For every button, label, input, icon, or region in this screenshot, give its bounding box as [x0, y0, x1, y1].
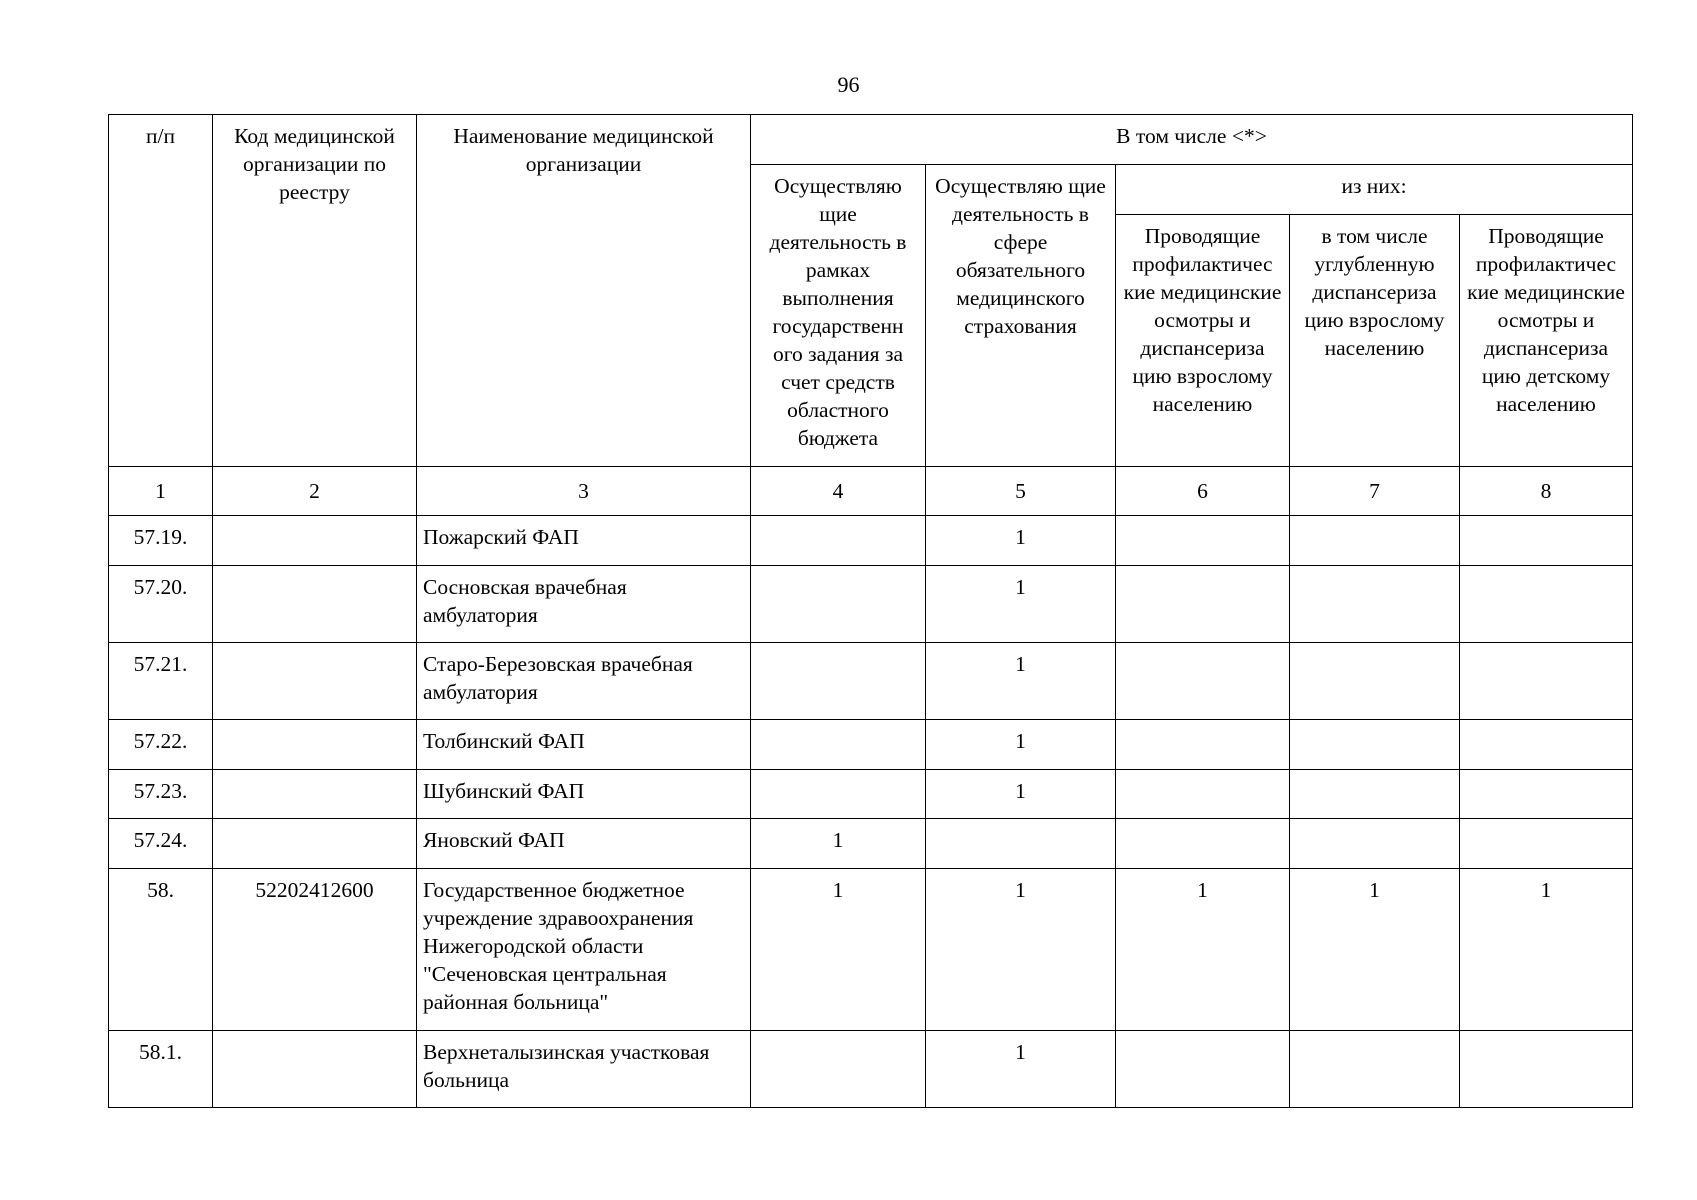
cell-col4: 1	[751, 819, 926, 869]
table-body	[109, 516, 1633, 1108]
cell-col6	[1116, 770, 1290, 819]
cell-col6: 1	[1116, 869, 1290, 1031]
cell-col4	[751, 1031, 926, 1108]
cell-col5	[926, 819, 1116, 869]
cell-col7	[1290, 1031, 1460, 1108]
table-row	[109, 770, 1633, 819]
column-number: 3	[417, 467, 751, 516]
cell-code	[213, 770, 417, 819]
cell-col7: 1	[1290, 869, 1460, 1031]
cell-code	[213, 720, 417, 770]
cell-col7	[1290, 720, 1460, 770]
table-row	[109, 869, 1633, 1031]
header-of-them: из них:	[1116, 165, 1633, 215]
cell-col7	[1290, 770, 1460, 819]
header-col6: Проводящие профилактичес кие медицинские осмотры и диспансериза цию взрослому населению	[1116, 215, 1290, 467]
medical-organizations-table	[108, 114, 1633, 1108]
page-number: 96	[837, 72, 860, 97]
cell-name: Толбинский ФАП	[417, 720, 751, 770]
table-row	[109, 516, 1633, 566]
header-col7: в том числе углубленную диспансериза цию взрослому населению	[1290, 215, 1460, 467]
cell-col4	[751, 720, 926, 770]
cell-col5: 1	[926, 516, 1116, 566]
header-code: Код медицинской организации по реестру	[213, 115, 417, 467]
cell-col4	[751, 770, 926, 819]
cell-col6	[1116, 643, 1290, 720]
cell-col4	[751, 516, 926, 566]
cell-col5: 1	[926, 770, 1116, 819]
table-row	[109, 1031, 1633, 1108]
cell-col4: 1	[751, 869, 926, 1031]
cell-name: Сосновская врачебная амбулатория	[417, 566, 751, 643]
header-pp: п/п	[109, 115, 213, 467]
cell-pp: 57.21.	[109, 643, 213, 720]
cell-col8	[1460, 770, 1633, 819]
cell-col7	[1290, 819, 1460, 869]
cell-col6	[1116, 819, 1290, 869]
cell-code	[213, 566, 417, 643]
cell-col6	[1116, 566, 1290, 643]
column-number: 8	[1460, 467, 1633, 516]
cell-col7	[1290, 566, 1460, 643]
cell-col8	[1460, 643, 1633, 720]
cell-col5: 1	[926, 869, 1116, 1031]
table-row	[109, 643, 1633, 720]
table-header	[109, 115, 1633, 516]
cell-code: 52202412600	[213, 869, 417, 1031]
cell-col4	[751, 566, 926, 643]
cell-code	[213, 1031, 417, 1108]
cell-name: Государственное бюджетное учреждение здравоохранения Нижегородской области "Сеченовская центральная районная больница"	[417, 869, 751, 1031]
cell-pp: 57.23.	[109, 770, 213, 819]
cell-code	[213, 643, 417, 720]
cell-pp: 58.1.	[109, 1031, 213, 1108]
cell-name: Яновский ФАП	[417, 819, 751, 869]
table-row	[109, 566, 1633, 643]
header-name: Наименование медицинской организации	[417, 115, 751, 467]
cell-col8	[1460, 720, 1633, 770]
cell-name: Верхнеталызинская участковая больница	[417, 1031, 751, 1108]
cell-code	[213, 819, 417, 869]
column-number: 7	[1290, 467, 1460, 516]
cell-col8	[1460, 819, 1633, 869]
cell-pp: 57.24.	[109, 819, 213, 869]
cell-name: Пожарский ФАП	[417, 516, 751, 566]
cell-code	[213, 516, 417, 566]
cell-name: Шубинский ФАП	[417, 770, 751, 819]
cell-col6	[1116, 516, 1290, 566]
cell-col8	[1460, 1031, 1633, 1108]
column-number: 6	[1116, 467, 1290, 516]
cell-col5: 1	[926, 566, 1116, 643]
cell-col7	[1290, 643, 1460, 720]
cell-pp: 58.	[109, 869, 213, 1031]
column-number: 2	[213, 467, 417, 516]
cell-col8	[1460, 516, 1633, 566]
header-col4: Осуществляю щие деятельность в рамках выполнения государственн ого задания за счет средств областного бюджета	[751, 165, 926, 467]
cell-col8	[1460, 566, 1633, 643]
header-col8: Проводящие профилактичес кие медицинские осмотры и диспансериза цию детскому населению	[1460, 215, 1633, 467]
cell-pp: 57.19.	[109, 516, 213, 566]
cell-col5: 1	[926, 643, 1116, 720]
column-number: 4	[751, 467, 926, 516]
cell-col4	[751, 643, 926, 720]
cell-name: Старо-Березовская врачебная амбулатория	[417, 643, 751, 720]
cell-col8: 1	[1460, 869, 1633, 1031]
cell-col5: 1	[926, 720, 1116, 770]
table-row	[109, 720, 1633, 770]
cell-pp: 57.20.	[109, 566, 213, 643]
table-row	[109, 819, 1633, 869]
cell-col6	[1116, 720, 1290, 770]
cell-col7	[1290, 516, 1460, 566]
column-numbers-row	[109, 467, 1633, 516]
column-number: 1	[109, 467, 213, 516]
cell-pp: 57.22.	[109, 720, 213, 770]
column-number: 5	[926, 467, 1116, 516]
cell-col6	[1116, 1031, 1290, 1108]
header-col5: Осуществляю щие деятельность в сфере обязательного медицинского страхования	[926, 165, 1116, 467]
cell-col5: 1	[926, 1031, 1116, 1108]
header-including: В том числе <*>	[751, 115, 1633, 165]
